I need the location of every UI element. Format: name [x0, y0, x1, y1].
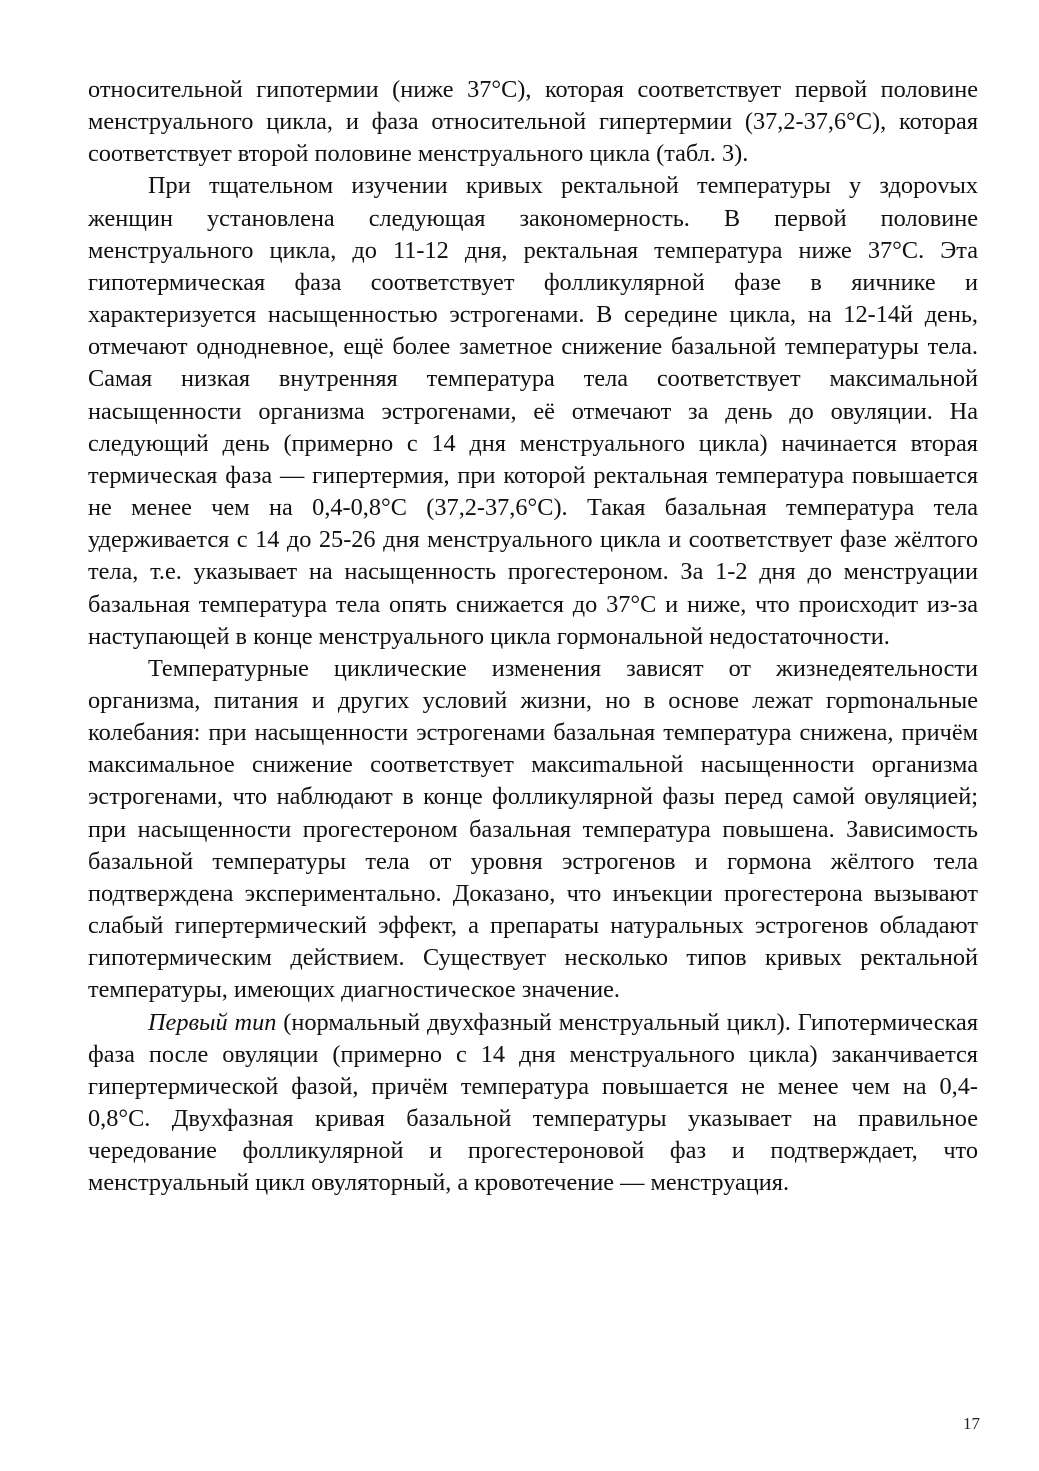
paragraph-cyclic-changes: Температурные циклические изменения зависят от жизнедеятельности организма, питания и других условий жизни, но в основе лежат горmональные колебания: при насыщенности эстрогенами базальная температура снижена, причём максимальное снижение соответствует максиmальной насыщенности организма эстрогенами, что наблюдают в конце фолликулярной фазы перед самой овуляцией; при насыщенности прогестероном базальная температура повышена. Зависимость базальной температуры тела от уровня эстрогенов и гормона жёлтого тела подтверждена экспериментально. Доказано, что инъекции прогестерона вызывают слабый гипертермический эффект, а препараты натуральных эстрогенов обладают гипотермическим действием. Существует несколько типов кривых ректальной температуры, имеющих диагностическое значение. — [88, 654, 978, 1004]
first-type-description: (нормальный двухфазный менструальный цикл). Гипотермическая фаза после овуляции (примерно с 14 дня менструального цикла) заканчивается гипертермической фазой, причём температура повышается не менее чем на 0,4-0,8°С. Двухфазная кривая базальной температуры указывает на правильное чередование фолликулярной и прогестероновой фаз и подтверждает, что менструальный цикл овуляторный, а кровотечение — менструация. — [88, 1008, 979, 1197]
paragraph-first-type — [88, 1007, 978, 1200]
paragraph-rectal-temperature: При тщательном изучении кривых ректальной температуры у здороvых женщин установлена следующая закономерность. В первой половине менструального цикла, до 11-12 дня, ректальная температура ниже 37°С. Эта гипотермическая фаза соответствует фолликулярной фазе в яичнике и характеризуется насыщенностью эстрогенами. В середине цикла, на 12-14й день, отмечают однодневное, ещё более заметное снижение базальной температуры тела. Самая низкая внутренняя температура тела соответствует максимальной насыщенности организма эстрогенами, её отмечают за день до овуляции. На следующий день (примерно с 14 дня менструального цикла) начинается вторая термическая фаза — гипертермия, при которой ректальная температура повышается не менее чем на 0,4-0,8°С (37,2-37,6°С). Такая базальная температура тела удерживается с 14 до 25-26 дня менструального цикла и соответствует фазе жёлтого тела, т.е. указывает на насыщенность прогестероном. За 1-2 дня до менструации базальная температура тела опять снижается до 37°С и ниже, что происходит из-за наступающей в конце менструального цикла гормональной недостаточности. — [88, 172, 978, 650]
page-number: 17 — [963, 1414, 980, 1433]
page-body — [88, 74, 978, 1199]
paragraph-continuation: относительной гипотермии (ниже 37°С), которая соответствует первой половине менструального цикла, и фаза относительной гипертермии (37,2-37,6°С), которая соответствует второй половине менструального цикла (табл. 3). — [88, 76, 978, 168]
first-type-term: Первый тип — [148, 1008, 277, 1036]
